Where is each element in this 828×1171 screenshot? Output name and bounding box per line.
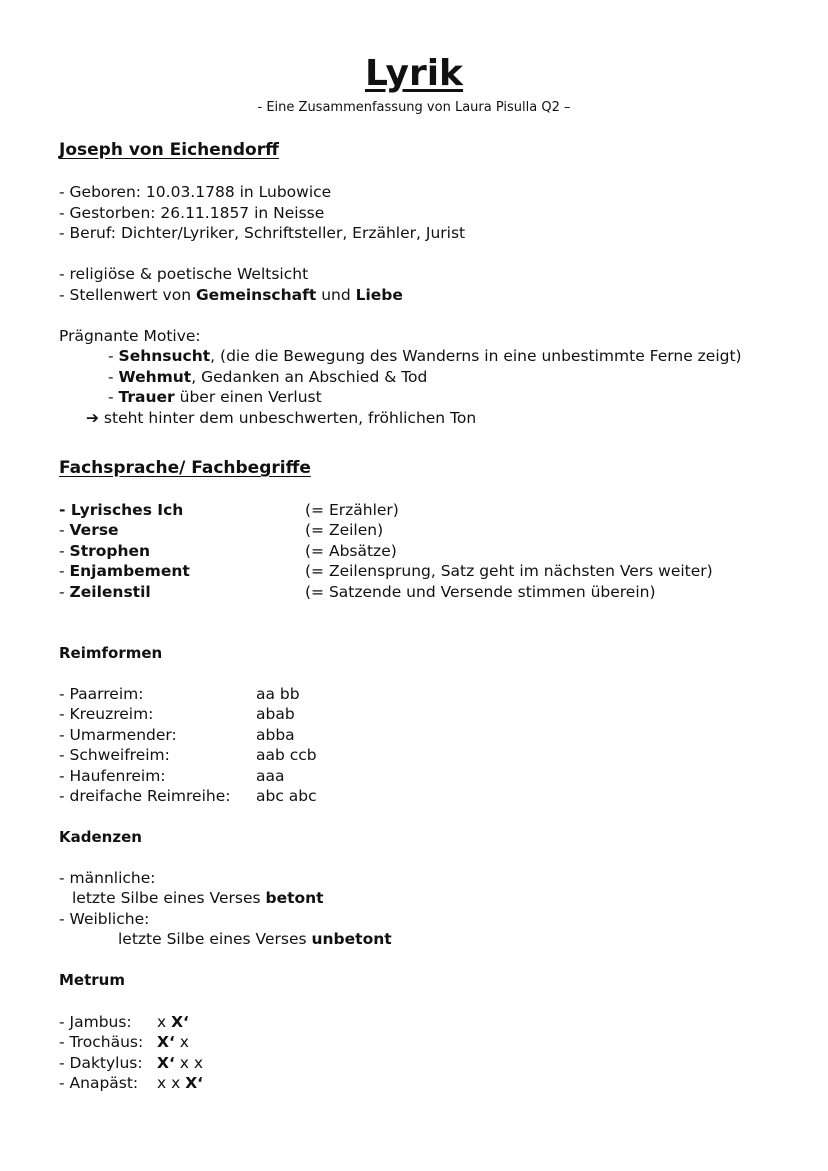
- motive-sehnsucht: [108, 346, 742, 366]
- meter-stress: X‘: [185, 1074, 204, 1092]
- meter-pattern: [157, 1032, 189, 1052]
- motive-text: , Gedanken an Abschied & Tod: [191, 368, 428, 386]
- page-subtitle: - Eine Zusammenfassung von Laura Pisulla Q2 –: [257, 100, 571, 115]
- motive-trauer: [108, 387, 322, 407]
- motives-label: Prägnante Motive:: [59, 327, 201, 345]
- cadence-male-text: [72, 888, 324, 908]
- value-line: [59, 285, 403, 305]
- rhyme-name: - Kreuzreim:: [59, 705, 154, 723]
- term-name: Lyrisches Ich: [70, 501, 184, 519]
- rhyme-scheme: abab: [256, 705, 295, 723]
- term-definition: (= Absätze): [305, 542, 397, 560]
- term-definition: (= Zeilen): [305, 521, 384, 539]
- meter-pattern: [157, 1073, 203, 1093]
- cadence-text: letzte Silbe eines Verses: [118, 930, 312, 948]
- cadence-text: letzte Silbe eines Verses: [72, 889, 266, 907]
- meter-part: x x: [157, 1074, 186, 1092]
- rhyme-scheme: aaa: [256, 767, 285, 785]
- meter-name: - Anapäst:: [59, 1074, 139, 1092]
- term-dash: -: [59, 542, 70, 560]
- motive-term: Sehnsucht: [118, 347, 211, 365]
- motive-text: über einen Verlust: [174, 388, 322, 406]
- rhyme-name: - Umarmender:: [59, 726, 177, 744]
- rhyme-scheme: aa bb: [256, 685, 300, 703]
- term-name: Strophen: [69, 542, 151, 560]
- rhyme-name: - Haufenreim:: [59, 767, 166, 785]
- meter-stress: X‘: [171, 1013, 189, 1031]
- term-name: Enjambement: [69, 562, 190, 580]
- rhyme-name: - Paarreim:: [59, 685, 144, 703]
- job-line: - Beruf: Dichter/Lyriker, Schriftsteller, Erzähler, Jurist: [59, 224, 466, 242]
- term-dash: -: [59, 521, 70, 539]
- cadence-male-label: - männliche:: [59, 869, 156, 887]
- meter-name: - Trochäus:: [59, 1033, 144, 1051]
- meter-pattern: [157, 1053, 203, 1073]
- motive-wehmut: [108, 367, 427, 387]
- cadence-female-text: [118, 929, 392, 949]
- meter-pattern: [157, 1012, 189, 1032]
- term-dash: -: [59, 562, 70, 580]
- term-row: [59, 500, 183, 520]
- term-row: [59, 541, 150, 561]
- section-heading-kadenzen: Kadenzen: [59, 828, 142, 846]
- motive-dash: -: [108, 368, 119, 386]
- motive-dash: -: [108, 388, 119, 406]
- term-definition: (= Satzende und Versende stimmen überein): [305, 583, 656, 601]
- rhyme-scheme: abba: [256, 726, 295, 744]
- term-definition: (= Zeilensprung, Satz geht im nächsten Vers weiter): [305, 562, 713, 580]
- section-heading-fachsprache: Fachsprache/ Fachbegriffe: [59, 458, 311, 478]
- meter-stress: X‘: [157, 1054, 175, 1072]
- cadence-bold: betont: [265, 889, 324, 907]
- term-row: [59, 520, 119, 540]
- term-definition: (= Erzähler): [305, 501, 399, 519]
- term-dash: -: [59, 501, 71, 519]
- term-name: Zeilenstil: [69, 583, 151, 601]
- meter-name: - Jambus:: [59, 1013, 132, 1031]
- value-prefix: - Stellenwert von: [59, 286, 196, 304]
- term-name: Verse: [69, 521, 119, 539]
- motive-dash: -: [108, 347, 119, 365]
- meter-name: - Daktylus:: [59, 1054, 143, 1072]
- died-line: - Gestorben: 26.11.1857 in Neisse: [59, 204, 325, 222]
- motive-text: , (die die Bewegung des Wanderns in eine unbestimmte Ferne zeigt): [210, 347, 742, 365]
- motive-term: Trauer: [118, 388, 175, 406]
- meter-part: x x: [174, 1054, 204, 1072]
- born-line: - Geboren: 10.03.1788 in Lubowice: [59, 183, 332, 201]
- meter-part: x: [174, 1033, 189, 1051]
- rhyme-scheme: abc abc: [256, 787, 317, 805]
- value-gemeinschaft: Gemeinschaft: [195, 286, 317, 304]
- term-row: [59, 582, 151, 602]
- term-row: [59, 561, 190, 581]
- rhyme-name: - Schweifreim:: [59, 746, 170, 764]
- meter-part: x: [157, 1013, 172, 1031]
- motive-term: Wehmut: [118, 368, 192, 386]
- section-heading-eichendorff: Joseph von Eichendorff: [59, 140, 279, 160]
- motives-conclusion: ➔ steht hinter dem unbeschwerten, fröhlichen Ton: [86, 409, 477, 427]
- page-title: Lyrik: [365, 53, 463, 94]
- rhyme-name: - dreifache Reimreihe:: [59, 787, 231, 805]
- worldview-line: - religiöse & poetische Weltsicht: [59, 265, 309, 283]
- term-dash: -: [59, 583, 70, 601]
- rhyme-scheme: aab ccb: [256, 746, 317, 764]
- section-heading-reimformen: Reimformen: [59, 644, 163, 662]
- meter-stress: X‘: [157, 1033, 175, 1051]
- section-heading-metrum: Metrum: [59, 971, 125, 989]
- cadence-bold: unbetont: [311, 930, 392, 948]
- value-liebe: Liebe: [355, 286, 403, 304]
- cadence-female-label: - Weibliche:: [59, 910, 150, 928]
- value-und: und: [316, 286, 356, 304]
